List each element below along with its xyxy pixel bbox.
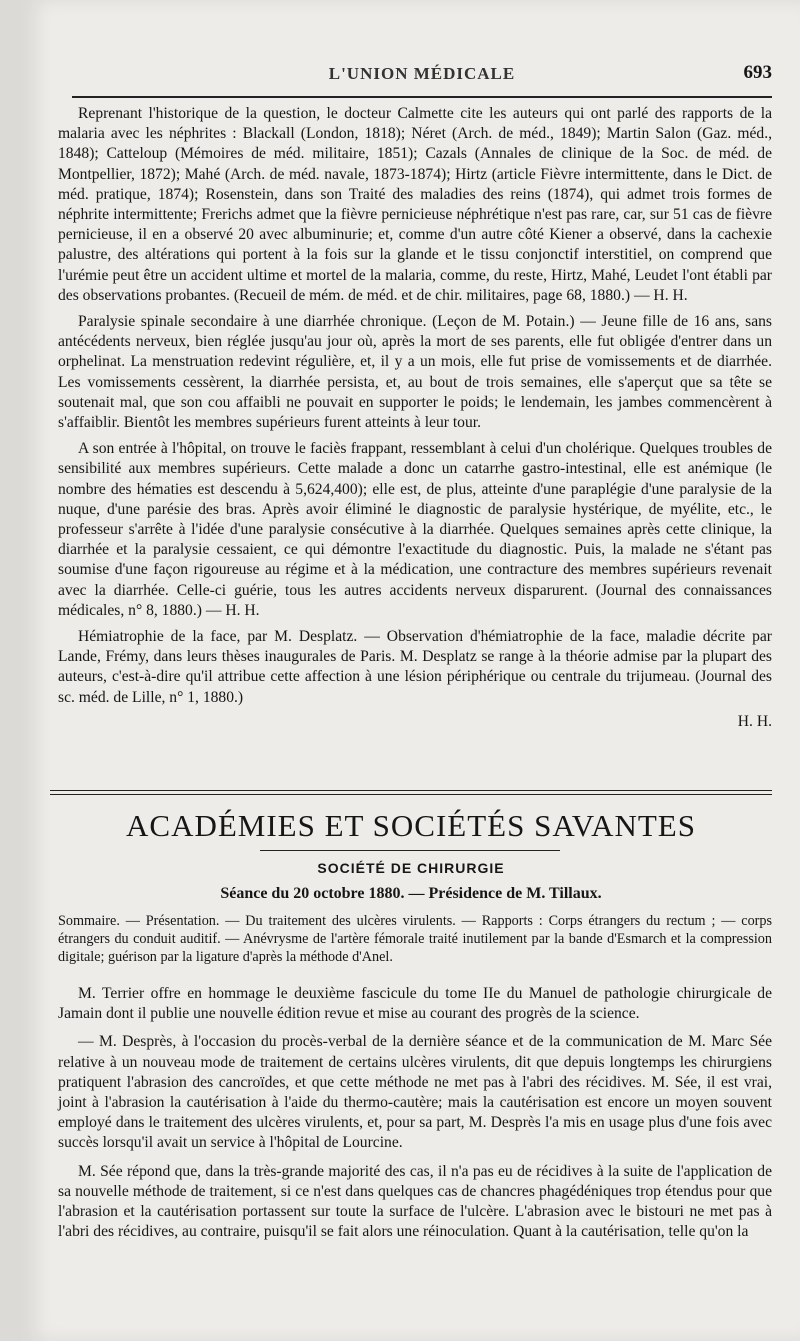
section-rule-top <box>50 790 772 791</box>
paragraph-calmette: Reprenant l'historique de la question, le docteur Calmette cite les auteurs qui ont parlé des rapports de la malaria avec les néphrites : Blackall (London, 1818); Néret (Arch. de méd., 1849); Martin Salon (Gaz. méd., 1848); Catteloup (Mémoires de méd. militaire, 1851); Cazals (Annales de clinique de la Soc. de méd. de Montpellier, 1872); Mahé (Arch. de méd. navale, 1873-1874); Hirtz (article Fièvre intermittente, dans le Dict. de méd. pratique, 1874); Rosenstein, dans son Traité des maladies des reins (1874), qui admet trois formes de néphrite intermittente; Frerichs admet que la fièvre pernicieuse néphrétique n'est pas rare, car, sur 51 cas de fièvre pernicieuse, il en a observé 20 avec albuminurie; et, comme d'un autre côté Kiener a observé, dans la cachexie palustre, des altérations qui portent à la fois sur la glande et le tissu conjonctif interstitiel, on comprend que l'urémie peut être un accident ultime et mortel de la malaria, comme, du reste, Hirtz, Mahé, Leudet l'ont établi par des observations probantes. (Recueil de mém. de méd. et de chir. militaires, page 68, 1880.) — H. H. <box>58 105 772 304</box>
paragraph-hemiatrophie: Hémiatrophie de la face, par M. Desplatz. — Observation d'hémiatrophie de la face, maladie décrite par Lande, Frémy, dans leurs thèses inaugurales de Paris. M. Desplatz se range à la théorie admise par la plupart des auteurs, c'est-à-dire qu'il attribue cette affection à une lésion périphérique ou centrale du trijumeau. (Journal des sc. méd. de Lille, n° 1, 1880.) <box>58 628 772 706</box>
seance-heading: Séance du 20 octobre 1880. — Présidence de M. Tillaux. <box>220 885 602 902</box>
paragraph-paralysie: Paralysie spinale secondaire à une diarrhée chronique. (Leçon de M. Potain.) — Jeune fille de 16 ans, sans antécédents nerveux, bien réglée jusqu'au jour où, après la mort de ses parents, elle fut obligée d'entrer dans un orphelinat. La menstruation redevint régulière, et, il y a un mois, elle fut prise de vomissements et de diarrhée. Les vomissements cessèrent, la diarrhée persista, et, au bout de trois semaines, elle s'aperçut que sa tête se soutenait mal, que son cou affaibli ne pouvait en supporter le poids; le lendemain, les jambes commencèrent à s'affaiblir. Bientôt les membres supérieurs furent atteints à leur tour. <box>58 313 772 432</box>
paragraph-despres: — M. Desprès, à l'occasion du procès-verbal de la dernière séance et de la communication de M. Marc Sée relative à un nouveau mode de traitement de certains ulcères virulents, dit que depuis longtemps les chirurgiens pratiquent l'abrasion des cancroïdes, et que cette méthode ne met pas à l'abri des récidives. M. Sée, il est vrai, joint à l'abrasion la cautérisation à l'aide du thermo-cautère; mais la cautérisation est encore un moyen souvent employé dans le traitement des ulcères virulents, et, pour sa part, M. Desprès l'a mis en usage plus d'une fois avec succès lorsqu'il avait un service à l'hôpital de Lourcine. <box>58 1033 772 1152</box>
section-title-rule <box>260 850 560 851</box>
society-body <box>58 912 772 1250</box>
sommaire: Sommaire. — Présentation. — Du traitement des ulcères virulents. — Rapports : Corps étrangers du rectum ; — corps étrangers du conduit auditif. — Anévrysme de l'artère fémorale traité inutilement par la bande d'Esmarch et la compression digitale; guérison par la ligature d'après la méthode d'Anel. <box>58 913 772 965</box>
article-body <box>58 104 772 732</box>
signature: H. H. <box>737 712 772 730</box>
header-rule <box>72 96 772 98</box>
journal-title: L'UNION MÉDICALE <box>328 64 516 83</box>
section-rule-top-double <box>50 794 772 795</box>
paragraph-hopital: A son entrée à l'hôpital, on trouve le faciès frappant, ressemblant à celui d'un cholérique. Quelques troubles de sensibilité aux membres supérieurs. Cette malade a donc un catarrhe gastro-intestinal, elle est anémique (le nombre des hématies est descendu à 5,624,400); elle est, de plus, atteinte d'une paraplégie d'une paralysie de la nuque, d'une parésie des bras. Après avoir éliminé le diagnostic de paralysie hystérique, de myélite, etc., le professeur s'arrête à l'idée d'une paralysie consécutive à la diarrhée. Quelques semaines après cette clinique, la diarrhée et la paralysie cessaient, ce qui démontre l'exactitude du diagnostic. Puis, la malade ne s'étant pas soumise d'une façon rigoureuse au régime et à la médication, une contracture des membres supérieurs revenait avec la diarrhée. Celle-ci guérie, tous les autres accidents nerveux disparurent. (Journal des connaissances médicales, n° 8, 1880.) — H. H. <box>58 440 772 619</box>
section-title: ACADÉMIES ET SOCIÉTÉS SAVANTES <box>126 808 696 843</box>
paragraph-see: M. Sée répond que, dans la très-grande majorité des cas, il n'a pas eu de récidives à la suite de l'application de sa nouvelle méthode de traitement, si ce n'est dans quelques cas de chancres phagédéniques trop étendus pour que l'abrasion et la cautérisation portassent sur toute la surface de l'ulcère. L'abrasion avec le bistouri ne met pas à l'abri des récidives, au contraire, puisqu'il se fait alors une réinoculation. Quant à la cautérisation, telle qu'on la <box>58 1162 772 1241</box>
running-header <box>72 60 772 90</box>
society-name: SOCIÉTÉ DE CHIRURGIE <box>317 860 505 876</box>
page-number: 693 <box>743 62 772 83</box>
paragraph-terrier: M. Terrier offre en hommage le deuxième fascicule du tome IIe du Manuel de pathologie chirurgicale de Jamain dont il publie une nouvelle édition revue et mise au courant des progrès de la science. <box>58 985 772 1023</box>
